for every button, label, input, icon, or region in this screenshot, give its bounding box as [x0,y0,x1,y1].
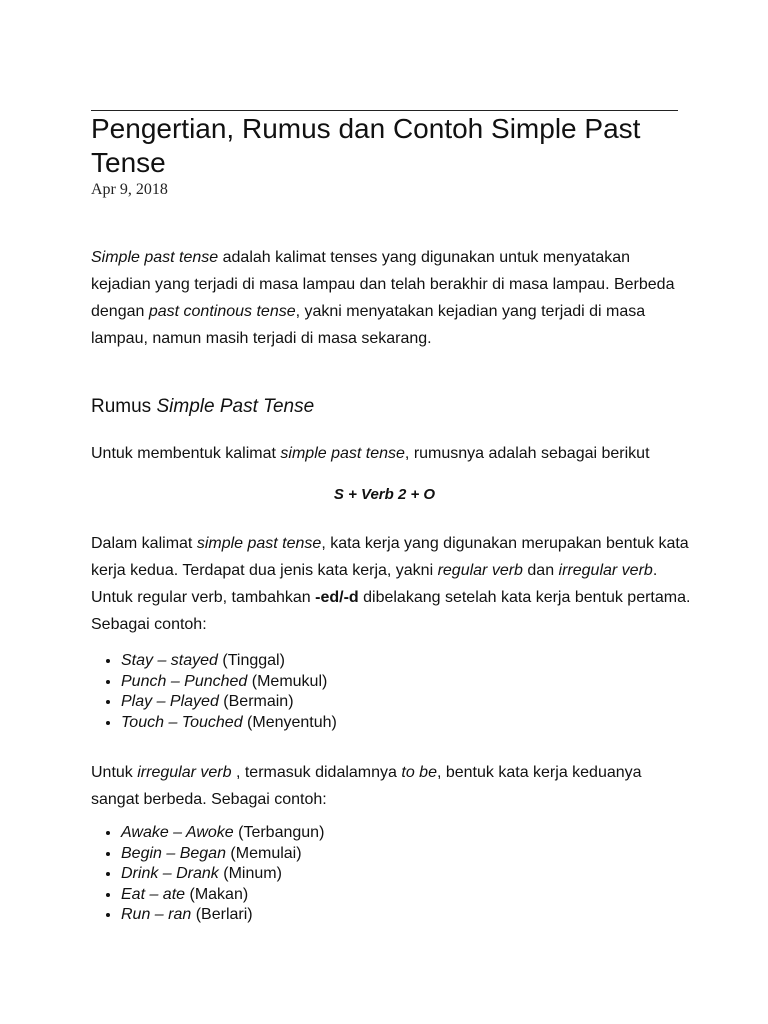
explanation-text-3: dan [522,562,559,579]
heading-term: Simple Past Tense [156,396,315,417]
term-simple-past: Simple past tense [91,249,219,266]
verb-meaning: (Makan) [185,885,249,903]
intro-paragraph [91,244,691,352]
explanation-text-1: Dalam kalimat [91,535,197,552]
verb-meaning: (Memukul) [247,672,328,690]
top-divider [91,110,678,111]
irregular-verb-list [91,823,324,926]
intro-text-2: , yakni menyatakan kejadian yang terjadi di masa lampau, namun masih terjadi di masa sekarang. [91,303,646,347]
heading-prefix: Rumus [91,396,157,417]
verb-pair: Eat – ate [121,885,186,903]
verb-meaning: (Bermain) [218,693,294,710]
verb-pair: Stay – stayed [121,652,218,669]
formula-intro-text-2: , rumusnya adalah sebagai berikut [404,445,650,462]
explanation-paragraph [91,530,691,638]
irregular-term-2: to be [401,764,437,781]
explanation-term-1: simple past tense [196,535,322,552]
list-item [121,672,337,693]
verb-pair: Awake – Awoke [121,824,234,841]
list-item [121,713,337,734]
verb-pair: Punch – Punched [121,672,248,690]
list-item [121,864,324,885]
verb-meaning: (Minum) [218,865,282,882]
verb-pair: Drink – Drank [121,865,219,882]
list-item [121,651,337,672]
formula-intro-term: simple past tense [280,445,405,462]
verb-meaning: (Terbangun) [233,824,325,841]
explanation-term-3: irregular verb [558,562,653,579]
publish-date: Apr 9, 2018 [91,181,168,198]
verb-pair: Run – ran [121,906,192,923]
section-heading [91,394,314,420]
verb-pair: Play – Played [121,693,219,710]
list-item [121,905,324,926]
explanation-text-4: . Untuk regular verb, tambahkan [91,562,658,606]
verb-meaning: (Berlari) [191,906,253,923]
formula: S + Verb 2 + O [333,486,436,503]
explanation-text-5: dibelakang setelah kata kerja bentuk pertama. Sebagai contoh: [91,589,691,633]
verb-pair: Touch – Touched [121,713,243,731]
page-title: Pengertian, Rumus dan Contoh Simple Past Tense [91,113,641,178]
formula-intro-text-1: Untuk membentuk kalimat [91,445,281,462]
list-item [121,885,324,906]
explanation-suffix: -ed/-d [315,589,359,606]
explanation-term-2: regular verb [437,562,523,579]
verb-meaning: (Menyentuh) [242,713,337,731]
verb-meaning: (Memulai) [225,844,302,862]
term-past-continous: past continous tense [148,303,296,320]
irregular-text-2: , termasuk didalamnya [231,764,402,781]
irregular-text-3: , bentuk kata kerja keduanya sangat berbeda. Sebagai contoh: [91,764,642,808]
verb-pair: Begin – Began [121,844,226,862]
verb-meaning: (Tinggal) [217,652,285,669]
regular-verb-list [91,651,337,733]
irregular-text-1: Untuk [91,764,138,781]
formula-intro [91,440,691,467]
irregular-term-1: irregular verb [137,764,232,781]
list-item [121,844,324,865]
irregular-intro [91,759,691,813]
list-item [121,823,324,844]
list-item [121,692,337,713]
explanation-text-2: , kata kerja yang digunakan merupakan bentuk kata kerja kedua. Terdapat dua jenis kata kerja, yakni [91,535,689,579]
intro-text-1: adalah kalimat tenses yang digunakan untuk menyatakan kejadian yang terjadi di masa lampau dan telah berakhir di masa lampau. Berbeda dengan [91,249,675,320]
